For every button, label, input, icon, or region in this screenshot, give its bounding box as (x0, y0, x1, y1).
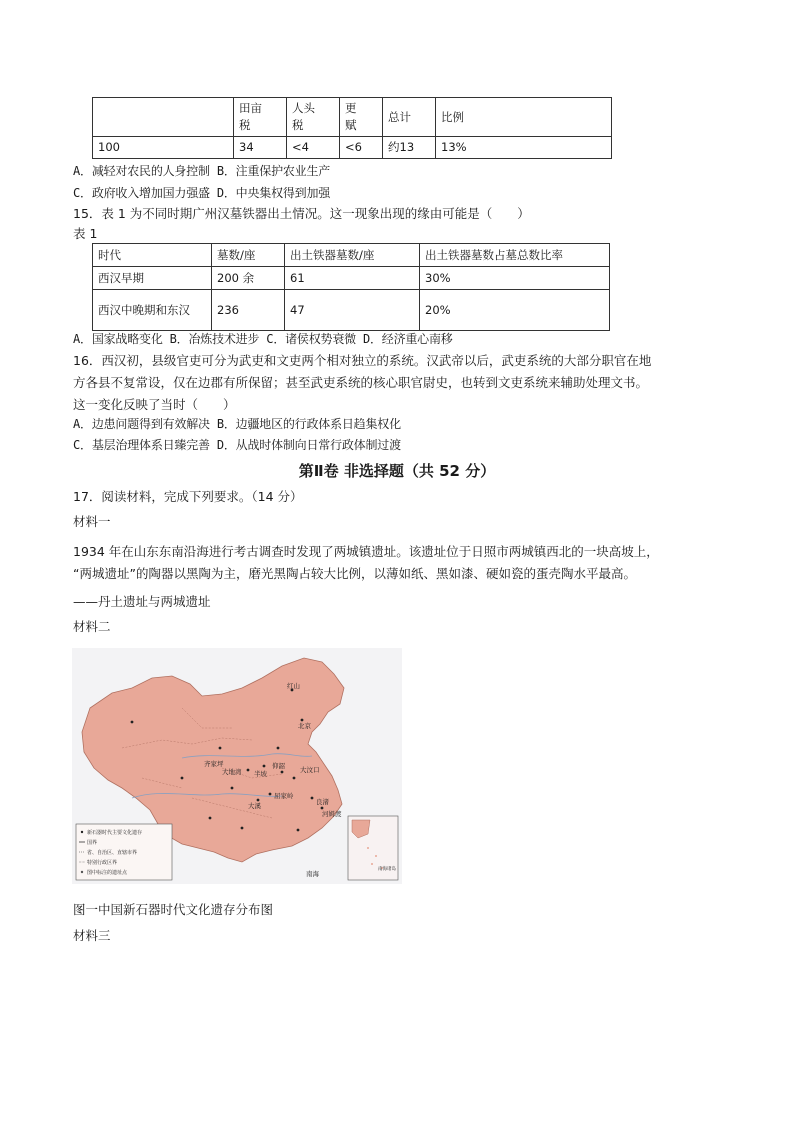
material-one-label: 材料一 (73, 514, 111, 529)
table-cell: 236 (212, 290, 285, 331)
table-cell (93, 98, 234, 137)
map-label: 屈家岭 (274, 792, 294, 800)
q14-options-line1: A．减轻对农民的人身控制 B．注重保护农业生产 (73, 164, 331, 178)
table-header-row (93, 244, 610, 267)
map-label: 仰韶 (272, 762, 285, 770)
material-one-text-line1: 1934 年在山东东南沿海进行考古调查时发现了两城镇遗址。该遗址位于日照市两城镇西北的一块高坡上， (73, 544, 659, 559)
legend-item: 特别行政区界 (87, 860, 118, 866)
map-label: 河姆渡 (322, 810, 342, 818)
q16-stem-line3: 这一变化反映了当时（ ） (73, 397, 236, 412)
table-cell: 61 (285, 267, 420, 290)
map-label: 大溪 (248, 802, 261, 810)
table-header-row (93, 98, 612, 137)
south-china-sea-inset (348, 816, 398, 880)
q16-options-line1: A．边患问题得到有效解决 B．边疆地区的行政体系日趋集权化 (73, 417, 401, 431)
map-label: 红山 (287, 682, 300, 690)
q15-options: A．国家战略变化 B．冶炼技术进步 C．诸侯权势衰微 D．经济重心南移 (73, 332, 453, 346)
neolithic-map-figure (72, 648, 402, 884)
table-cell: 墓数/座 (212, 244, 285, 267)
q15-stem: 15．表 1 为不同时期广州汉墓铁器出土情况。这一现象出现的缘由可能是（ ） (73, 206, 530, 221)
table-cell: 出土铁器墓数占墓总数比率 (420, 244, 610, 267)
section-title: 第Ⅱ卷 非选择题（共 52 分） (298, 462, 496, 480)
china-map-image (72, 648, 402, 884)
table-cell: 比例 (436, 98, 612, 137)
legend-item: 国界 (87, 840, 98, 846)
table-row (93, 137, 612, 159)
map-label: 北京 (298, 722, 311, 730)
material-one-text-line2: “两城遗址”的陶器以黑陶为主，磨光黑陶占较大比例，以薄如纸、黑如漆、硬如瓷的蛋壳陶水平最高。 (73, 566, 636, 581)
table-cell: <4 (287, 137, 340, 159)
table-cell: 约13 (383, 137, 436, 159)
q16-stem-line1: 16．西汉初，县级官吏可分为武吏和文吏两个相对独立的系统。汉武帝以后，武吏系统的大部分职官在地 (73, 353, 652, 368)
table-cell: 总计 (383, 98, 436, 137)
material-two-label: 材料二 (73, 619, 111, 634)
table-label: 表 1 (73, 226, 98, 241)
map-label: 大汶口 (300, 766, 320, 774)
q17-stem: 17．阅读材料，完成下列要求。（14 分） (73, 489, 303, 504)
table-cell: 时代 (93, 244, 212, 267)
table-cell: 100 (93, 137, 234, 159)
table-cell: 更 赋 (340, 98, 383, 137)
table-cell: 人头 税 (287, 98, 340, 137)
table-cell: 西汉早期 (93, 267, 212, 290)
table-cell: 田亩 税 (234, 98, 287, 137)
legend-item: 新石器时代主要文化遗存 (87, 830, 143, 836)
table-cell: 20% (420, 290, 610, 331)
legend-item: 图中标注的遗址点 (87, 870, 128, 876)
table-cell: 200 余 (212, 267, 285, 290)
q14-options-line2: C．政府收入增加国力强盛 D．中央集权得到加强 (73, 186, 331, 200)
table-row (93, 290, 610, 331)
table-cell: 西汉中晚期和东汉 (93, 290, 212, 331)
map-label: 良渚 (316, 798, 329, 806)
map-label: 大地湾 (222, 768, 242, 776)
iron-tomb-table (92, 243, 610, 331)
material-three-label: 材料三 (73, 928, 111, 943)
map-label: 南海 (306, 870, 319, 878)
tax-table (92, 97, 612, 159)
table-cell: 出土铁器墓数/座 (285, 244, 420, 267)
table-cell: <6 (340, 137, 383, 159)
map-label: 半坡 (254, 770, 267, 778)
map-label: 齐家坪 (204, 760, 224, 768)
map-caption: 图一中国新石器时代文化遗存分布图 (73, 902, 274, 917)
q16-stem-line2: 方各县不复常设，仅在边郡有所保留；甚至武吏系统的核心职官尉史，也转到文吏系统来辅助处理文书。 (73, 375, 649, 390)
q16-options-line2: C．基层治理体系日臻完善 D．从战时体制向日常行政体制过渡 (73, 438, 401, 452)
legend-item: 省、自治区、直辖市界 (87, 850, 138, 856)
table-cell: 34 (234, 137, 287, 159)
table-cell: 47 (285, 290, 420, 331)
table-cell: 13% (436, 137, 612, 159)
material-one-source: ——丹土遗址与两城遗址 (73, 594, 211, 609)
table-row (93, 267, 610, 290)
inset-label: 南海诸岛 (378, 867, 396, 872)
table-cell: 30% (420, 267, 610, 290)
map-legend (76, 824, 172, 880)
